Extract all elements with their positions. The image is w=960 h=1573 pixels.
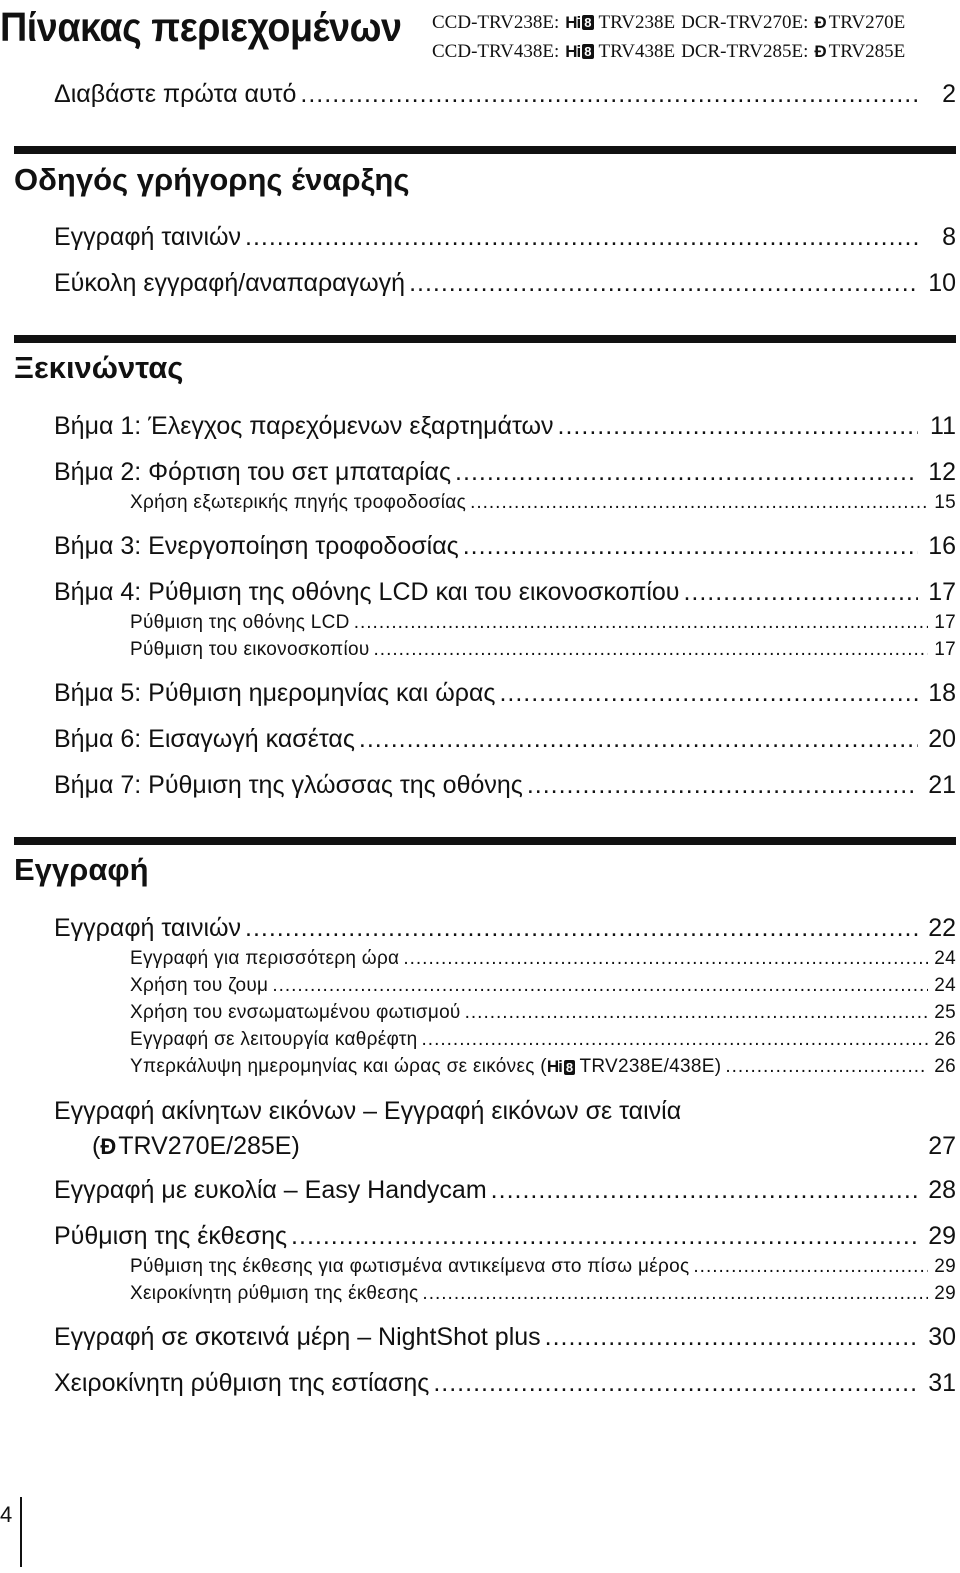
leader-dots: [683, 578, 918, 607]
toc-subentry[interactable]: [130, 612, 956, 634]
toc-entry[interactable]: [54, 458, 956, 487]
toc-entry-page: 24: [934, 975, 956, 996]
toc-entry-label: [130, 1056, 721, 1078]
toc-entry[interactable]: [54, 725, 956, 754]
toc-entry[interactable]: [54, 914, 956, 943]
toc-entry[interactable]: [54, 269, 956, 298]
model-row: [432, 8, 905, 37]
hi8-logo-icon: Hi 8: [565, 13, 592, 32]
model-prefix: CCD-TRV438E:: [432, 41, 560, 62]
toc-subentry[interactable]: [130, 975, 956, 997]
toc-entry[interactable]: [54, 1176, 956, 1205]
toc-entry-label: Ρύθμιση της οθόνης LCD: [130, 612, 350, 633]
toc-entry-page: 31: [928, 1369, 956, 1397]
leader-dots: [245, 914, 918, 943]
toc-entry-page: 29: [928, 1222, 956, 1250]
section-divider: [14, 146, 956, 154]
leader-dots: [491, 1176, 918, 1205]
toc-entry-label: Βήμα 3: Ενεργοποίηση τροφοδοσίας: [54, 532, 459, 560]
toc-entry[interactable]: [54, 679, 956, 708]
toc-entry[interactable]: [54, 1222, 956, 1251]
toc-entry-label: Βήμα 4: Ρύθμιση της οθόνης LCD και του εικονοσκοπίου: [54, 578, 680, 606]
margin-rule: [20, 1497, 22, 1567]
section-title: Οδηγός γρήγορης έναρξης: [14, 162, 410, 197]
model-prefix: DCR-TRV285E:: [681, 41, 809, 62]
model-name: TRV270E: [828, 12, 906, 33]
section-divider: [14, 837, 956, 845]
toc-entry-page: 29: [934, 1256, 956, 1277]
toc-entry-page: 2: [942, 80, 956, 108]
toc-entry-label: Ρύθμιση της έκθεσης: [54, 1222, 288, 1250]
toc-entry-page: 18: [928, 679, 956, 707]
leader-dots: [693, 1256, 928, 1278]
label-text: TRV238E/438E): [579, 1056, 722, 1077]
page-number: 4: [0, 1502, 13, 1527]
toc-entry[interactable]: [54, 1369, 956, 1398]
toc-subentry[interactable]: [130, 1056, 956, 1078]
toc-subentry[interactable]: [130, 1029, 956, 1051]
toc-entry-label: Χρήση του ενσωματωμένου φωτισμού: [130, 1002, 461, 1023]
page-title: Πίνακας περιεχομένων: [0, 4, 402, 50]
leader-dots: [558, 412, 918, 441]
leader-dots: [725, 1056, 928, 1078]
toc-subentry[interactable]: [130, 1283, 956, 1305]
toc-entry-label: [92, 1132, 300, 1161]
toc-entry-label: Χρήση του ζουμ: [130, 975, 269, 996]
toc-entry-label: Εγγραφή σε σκοτεινά μέρη – NightShot plus: [54, 1323, 541, 1351]
toc-entry-label: Ρύθμιση της έκθεσης για φωτισμένα αντικείμενα στο πίσω μέρος: [130, 1256, 690, 1277]
toc-entry-page: 22: [928, 914, 956, 942]
toc-entry-page: 17: [934, 612, 956, 633]
model-name: TRV285E: [828, 41, 906, 62]
toc-entry[interactable]: [54, 80, 956, 109]
toc-entry-label: Χειροκίνητη ρύθμιση της έκθεσης: [130, 1283, 419, 1304]
leader-dots: [463, 532, 918, 561]
toc-entry-label: Εγγραφή σε λειτουργία καθρέφτη: [130, 1029, 418, 1050]
toc-entry-page: 30: [928, 1323, 956, 1351]
leader-dots: [422, 1283, 928, 1305]
toc-entry[interactable]: [54, 1097, 956, 1161]
toc-entry-label: Εύκολη εγγραφή/αναπαραγωγή: [54, 269, 406, 297]
toc-entry-label: Βήμα 5: Ρύθμιση ημερομηνίας και ώρας: [54, 679, 496, 707]
leader-dots: [409, 269, 918, 298]
label-text: (: [92, 1132, 101, 1160]
toc-entry-page: 29: [934, 1283, 956, 1304]
digital8-logo-icon: Ɖ: [814, 13, 827, 32]
model-prefix: CCD-TRV238E:: [432, 12, 560, 33]
toc-entry-label: Βήμα 6: Εισαγωγή κασέτας: [54, 725, 355, 753]
label-text: TRV270E/285E): [118, 1132, 300, 1160]
toc-entry-label: Βήμα 1: Έλεγχος παρεχόμενων εξαρτημάτων: [54, 412, 554, 440]
leader-dots: [245, 223, 918, 252]
toc-entry-label: Εγγραφή ακίνητων εικόνων – Εγγραφή εικόνων σε ταινία: [54, 1097, 682, 1125]
toc-entry-label: Χειροκίνητη ρύθμιση της εστίασης: [54, 1369, 430, 1397]
toc-entry-page: 26: [934, 1029, 956, 1050]
toc-entry-page: 24: [934, 948, 956, 969]
leader-dots: [527, 771, 918, 800]
model-row: [432, 37, 905, 66]
toc-entry[interactable]: [54, 1323, 956, 1352]
toc-entry-page: 16: [928, 532, 956, 560]
toc-entry-label: Ρύθμιση του εικονοσκοπίου: [130, 639, 370, 660]
toc-subentry[interactable]: [130, 492, 956, 514]
toc-entry[interactable]: [54, 412, 956, 441]
model-name: TRV238E: [598, 12, 676, 33]
toc-entry-page: 20: [928, 725, 956, 753]
label-text: Υπερκάλυψη ημερομηνίας και ώρας σε εικόνες (: [130, 1056, 547, 1077]
toc-entry-line: [54, 1132, 956, 1161]
toc-entry[interactable]: [54, 223, 956, 252]
section-divider: [14, 335, 956, 343]
toc-subentry[interactable]: [130, 639, 956, 661]
model-name: TRV438E: [598, 41, 676, 62]
toc-entry[interactable]: [54, 532, 956, 561]
toc-entry-label: Εγγραφή ταινιών: [54, 223, 242, 251]
leader-dots: [403, 948, 928, 970]
toc-entry-page: 25: [934, 1002, 956, 1023]
toc-subentry[interactable]: [130, 948, 956, 970]
toc-entry-page: 10: [928, 269, 956, 297]
toc-subentry[interactable]: [130, 1002, 956, 1024]
toc-entry-label: Διαβάστε πρώτα αυτό: [54, 80, 297, 108]
leader-dots: [300, 80, 918, 109]
toc-entry-label: Χρήση εξωτερικής πηγής τροφοδοσίας: [130, 492, 467, 513]
toc-entry-page: 27: [928, 1132, 956, 1160]
leader-dots: [422, 1029, 928, 1051]
leader-dots: [359, 725, 918, 754]
hi8-logo-icon: Hi 8: [546, 1057, 574, 1076]
toc-subentry[interactable]: [130, 1256, 956, 1278]
toc-entry-page: 17: [928, 578, 956, 606]
digital8-logo-icon: Ɖ: [814, 42, 827, 61]
section-title: Εγγραφή: [14, 852, 149, 887]
toc-entry-label: Εγγραφή για περισσότερη ώρα: [130, 948, 400, 969]
toc-entry-label: Εγγραφή με ευκολία – Easy Handycam: [54, 1176, 487, 1204]
toc-entry-page: 12: [928, 458, 956, 486]
model-prefix: DCR-TRV270E:: [681, 12, 809, 33]
toc-entry-page: 21: [928, 771, 956, 799]
digital8-logo-icon: Ɖ: [100, 1134, 117, 1159]
leader-dots: [465, 1002, 928, 1024]
toc-entry-label: Βήμα 7: Ρύθμιση της γλώσσας της οθόνης: [54, 771, 523, 799]
leader-dots: [354, 612, 928, 634]
leader-dots: [499, 679, 918, 708]
toc-entry[interactable]: [54, 771, 956, 800]
toc-entry-label: Βήμα 2: Φόρτιση του σετ μπαταρίας: [54, 458, 452, 486]
toc-entry-page: 8: [942, 223, 956, 251]
toc-entry-page: 28: [928, 1176, 956, 1204]
model-list: [432, 8, 905, 66]
leader-dots: [272, 975, 928, 997]
leader-dots: [374, 639, 928, 661]
toc-entry[interactable]: [54, 578, 956, 607]
leader-dots: [470, 492, 928, 514]
toc-entry-page: 26: [934, 1056, 956, 1077]
toc-entry-label: Εγγραφή ταινιών: [54, 914, 242, 942]
leader-dots: [455, 458, 918, 487]
section-title: Ξεκινώντας: [14, 350, 184, 385]
toc-entry-page: 15: [934, 492, 956, 513]
hi8-logo-icon: Hi 8: [565, 42, 592, 61]
leader-dots: [433, 1369, 918, 1398]
leader-dots: [545, 1323, 918, 1352]
toc-entry-page: 17: [934, 639, 956, 660]
leader-dots: [291, 1222, 918, 1251]
toc-entry-page: 11: [930, 412, 956, 440]
